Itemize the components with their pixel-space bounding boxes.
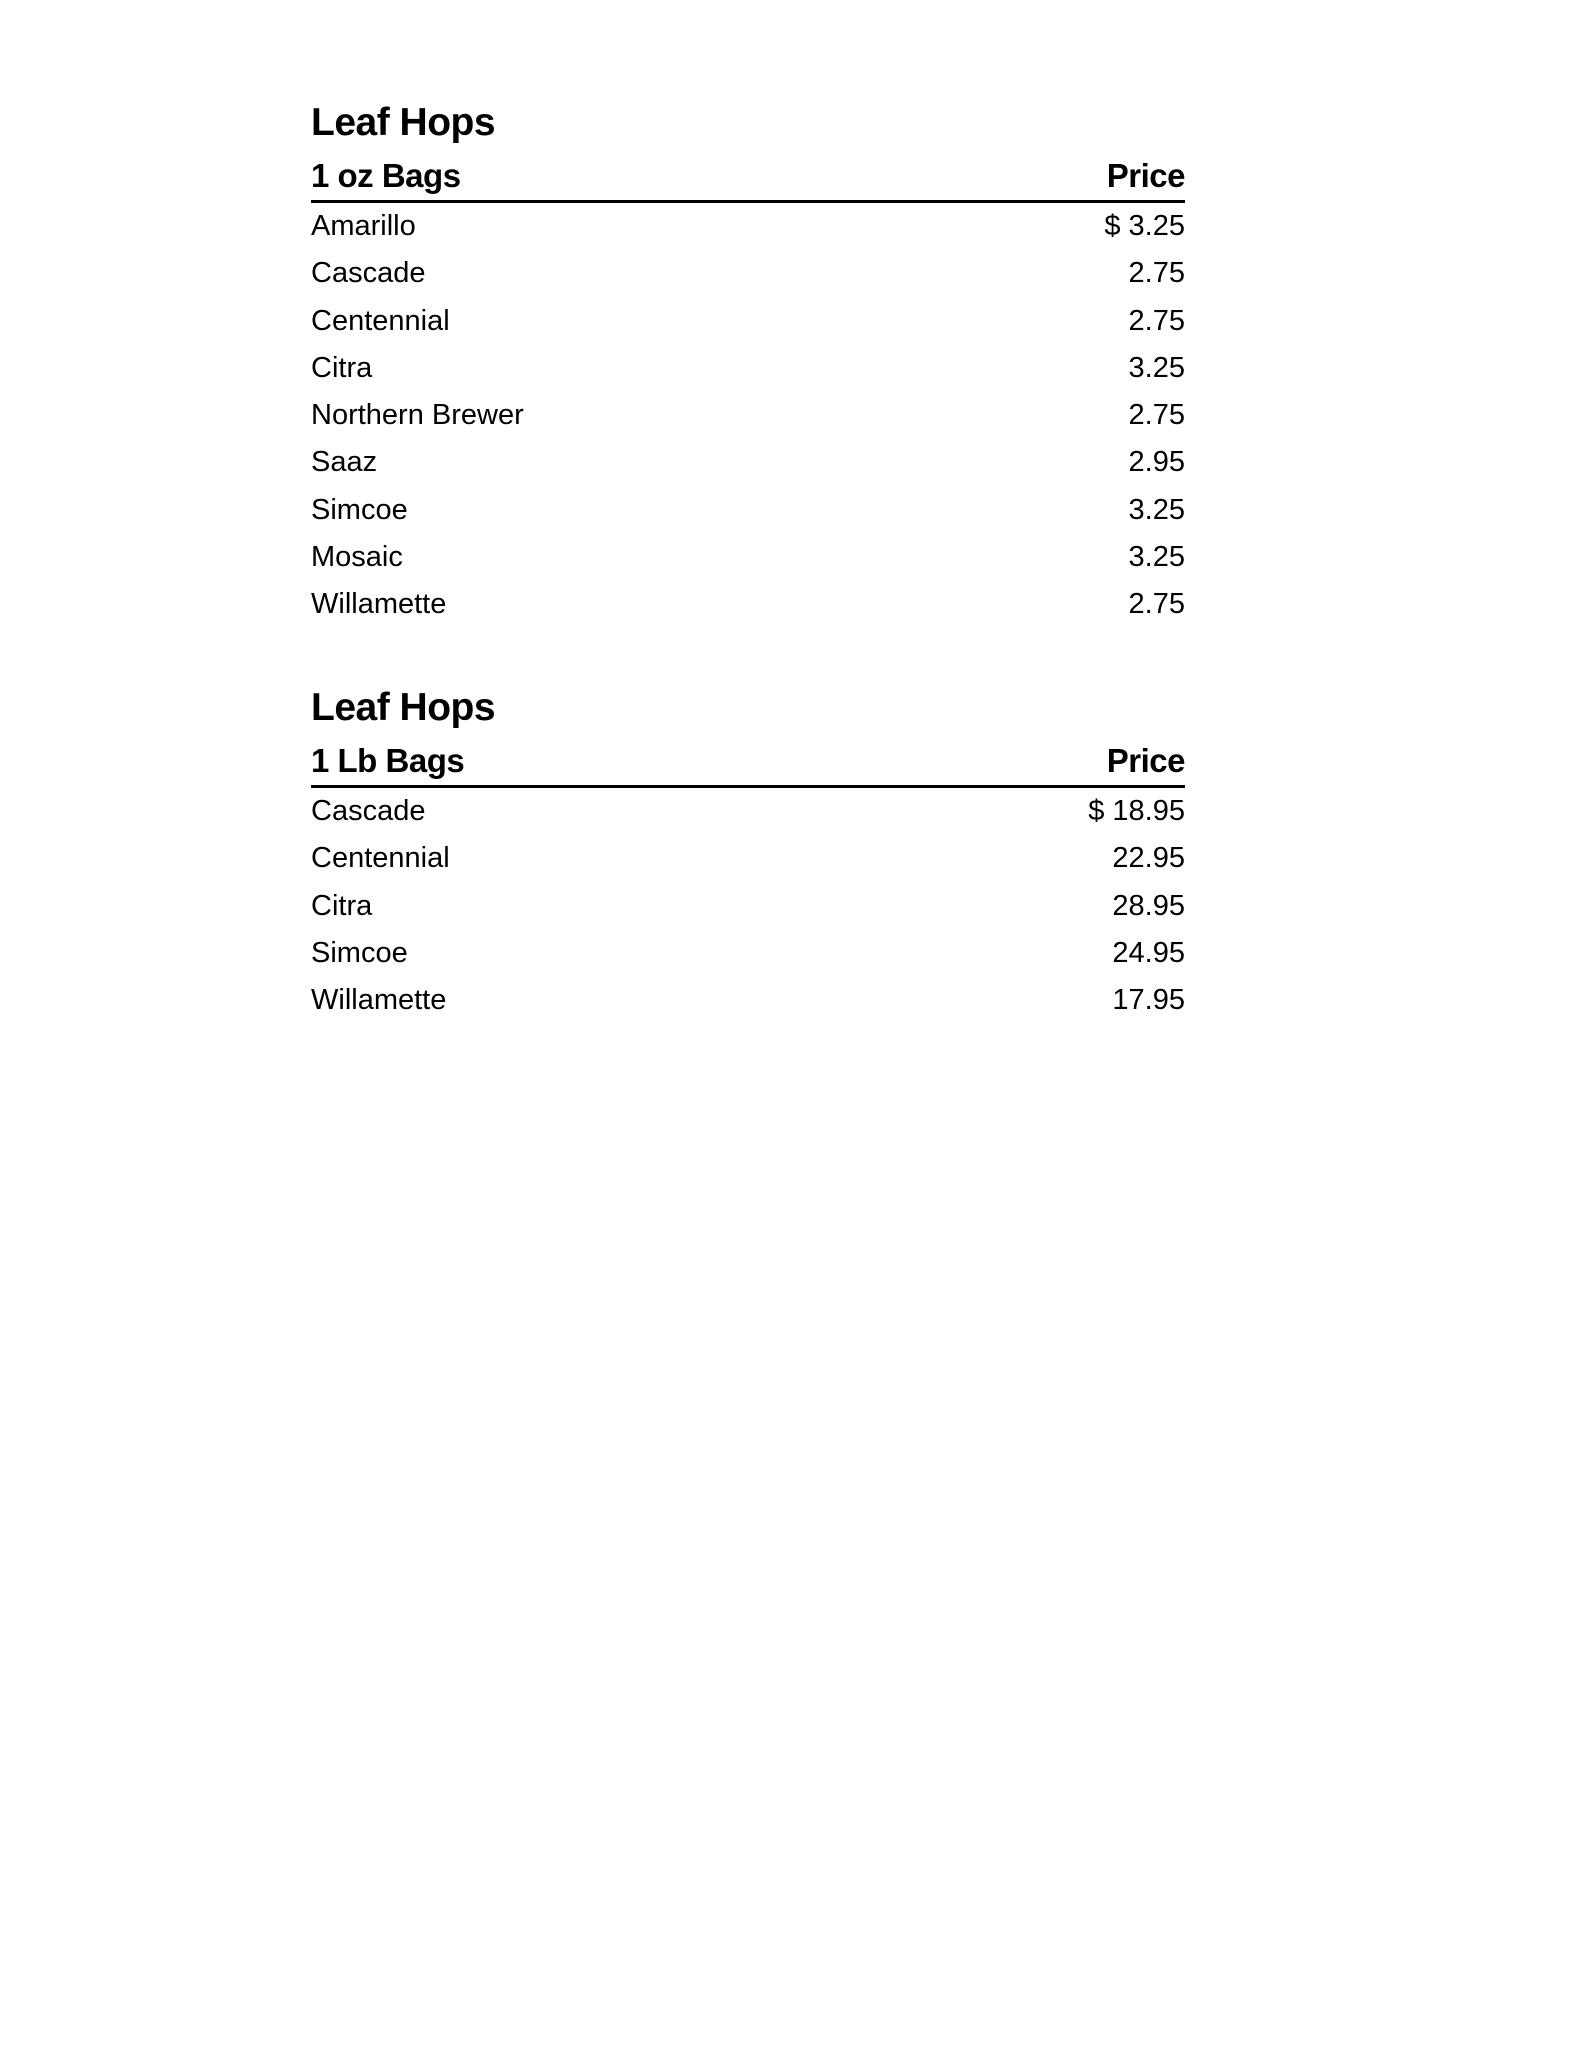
- table-row: [311, 977, 1185, 1024]
- price-table-1oz: [311, 94, 1185, 629]
- hop-name: Saaz: [311, 446, 378, 479]
- table-row: [311, 883, 1185, 930]
- table-row: [311, 345, 1185, 392]
- table-row: [311, 788, 1185, 835]
- hop-price: 2.75: [1128, 257, 1185, 290]
- hop-price: 3.25: [1128, 541, 1185, 574]
- table-row: [311, 250, 1185, 297]
- column-header-price: Price: [1106, 742, 1185, 779]
- hop-price: 17.95: [1112, 984, 1185, 1017]
- hop-price: 2.75: [1128, 588, 1185, 621]
- table-row: [311, 439, 1185, 486]
- table-header: [311, 152, 1185, 203]
- hop-name: Willamette: [311, 984, 447, 1017]
- hop-price: 24.95: [1112, 936, 1185, 969]
- table-row: [311, 203, 1185, 250]
- hop-name: Mosaic: [311, 541, 403, 574]
- hop-name: Simcoe: [311, 493, 408, 526]
- hop-price: 22.95: [1112, 842, 1185, 875]
- hop-price: $ 3.25: [1104, 210, 1185, 242]
- hop-name: Simcoe: [311, 936, 408, 969]
- hop-price: 3.25: [1128, 493, 1185, 526]
- hop-name: Citra: [311, 351, 373, 384]
- column-header-price: Price: [1106, 157, 1185, 194]
- column-header-item: 1 oz Bags: [311, 157, 461, 194]
- hop-name: Citra: [311, 889, 373, 922]
- table-row: [311, 581, 1185, 628]
- hop-price: 2.95: [1128, 446, 1185, 479]
- table-header: [311, 737, 1185, 788]
- price-table-1lb: [311, 679, 1185, 1024]
- section-title: Leaf Hops: [311, 101, 496, 144]
- table-row: [311, 487, 1185, 534]
- section-title: Leaf Hops: [311, 686, 496, 729]
- column-header-item: 1 Lb Bags: [311, 742, 465, 779]
- hop-price: $ 18.95: [1088, 795, 1185, 827]
- table-row: [311, 392, 1185, 439]
- hop-price: 3.25: [1128, 351, 1185, 384]
- hop-price: 2.75: [1128, 304, 1185, 337]
- table-row: [311, 534, 1185, 581]
- hop-name: Amarillo: [311, 210, 416, 242]
- hop-price: 28.95: [1112, 889, 1185, 922]
- hop-name: Centennial: [311, 304, 450, 337]
- table-row: [311, 298, 1185, 345]
- hop-name: Cascade: [311, 257, 426, 290]
- table-row: [311, 835, 1185, 882]
- hop-name: Northern Brewer: [311, 399, 524, 432]
- hop-name: Willamette: [311, 588, 447, 621]
- hop-price: 2.75: [1128, 399, 1185, 432]
- table-row: [311, 930, 1185, 977]
- hop-name: Centennial: [311, 842, 450, 875]
- hop-name: Cascade: [311, 795, 426, 827]
